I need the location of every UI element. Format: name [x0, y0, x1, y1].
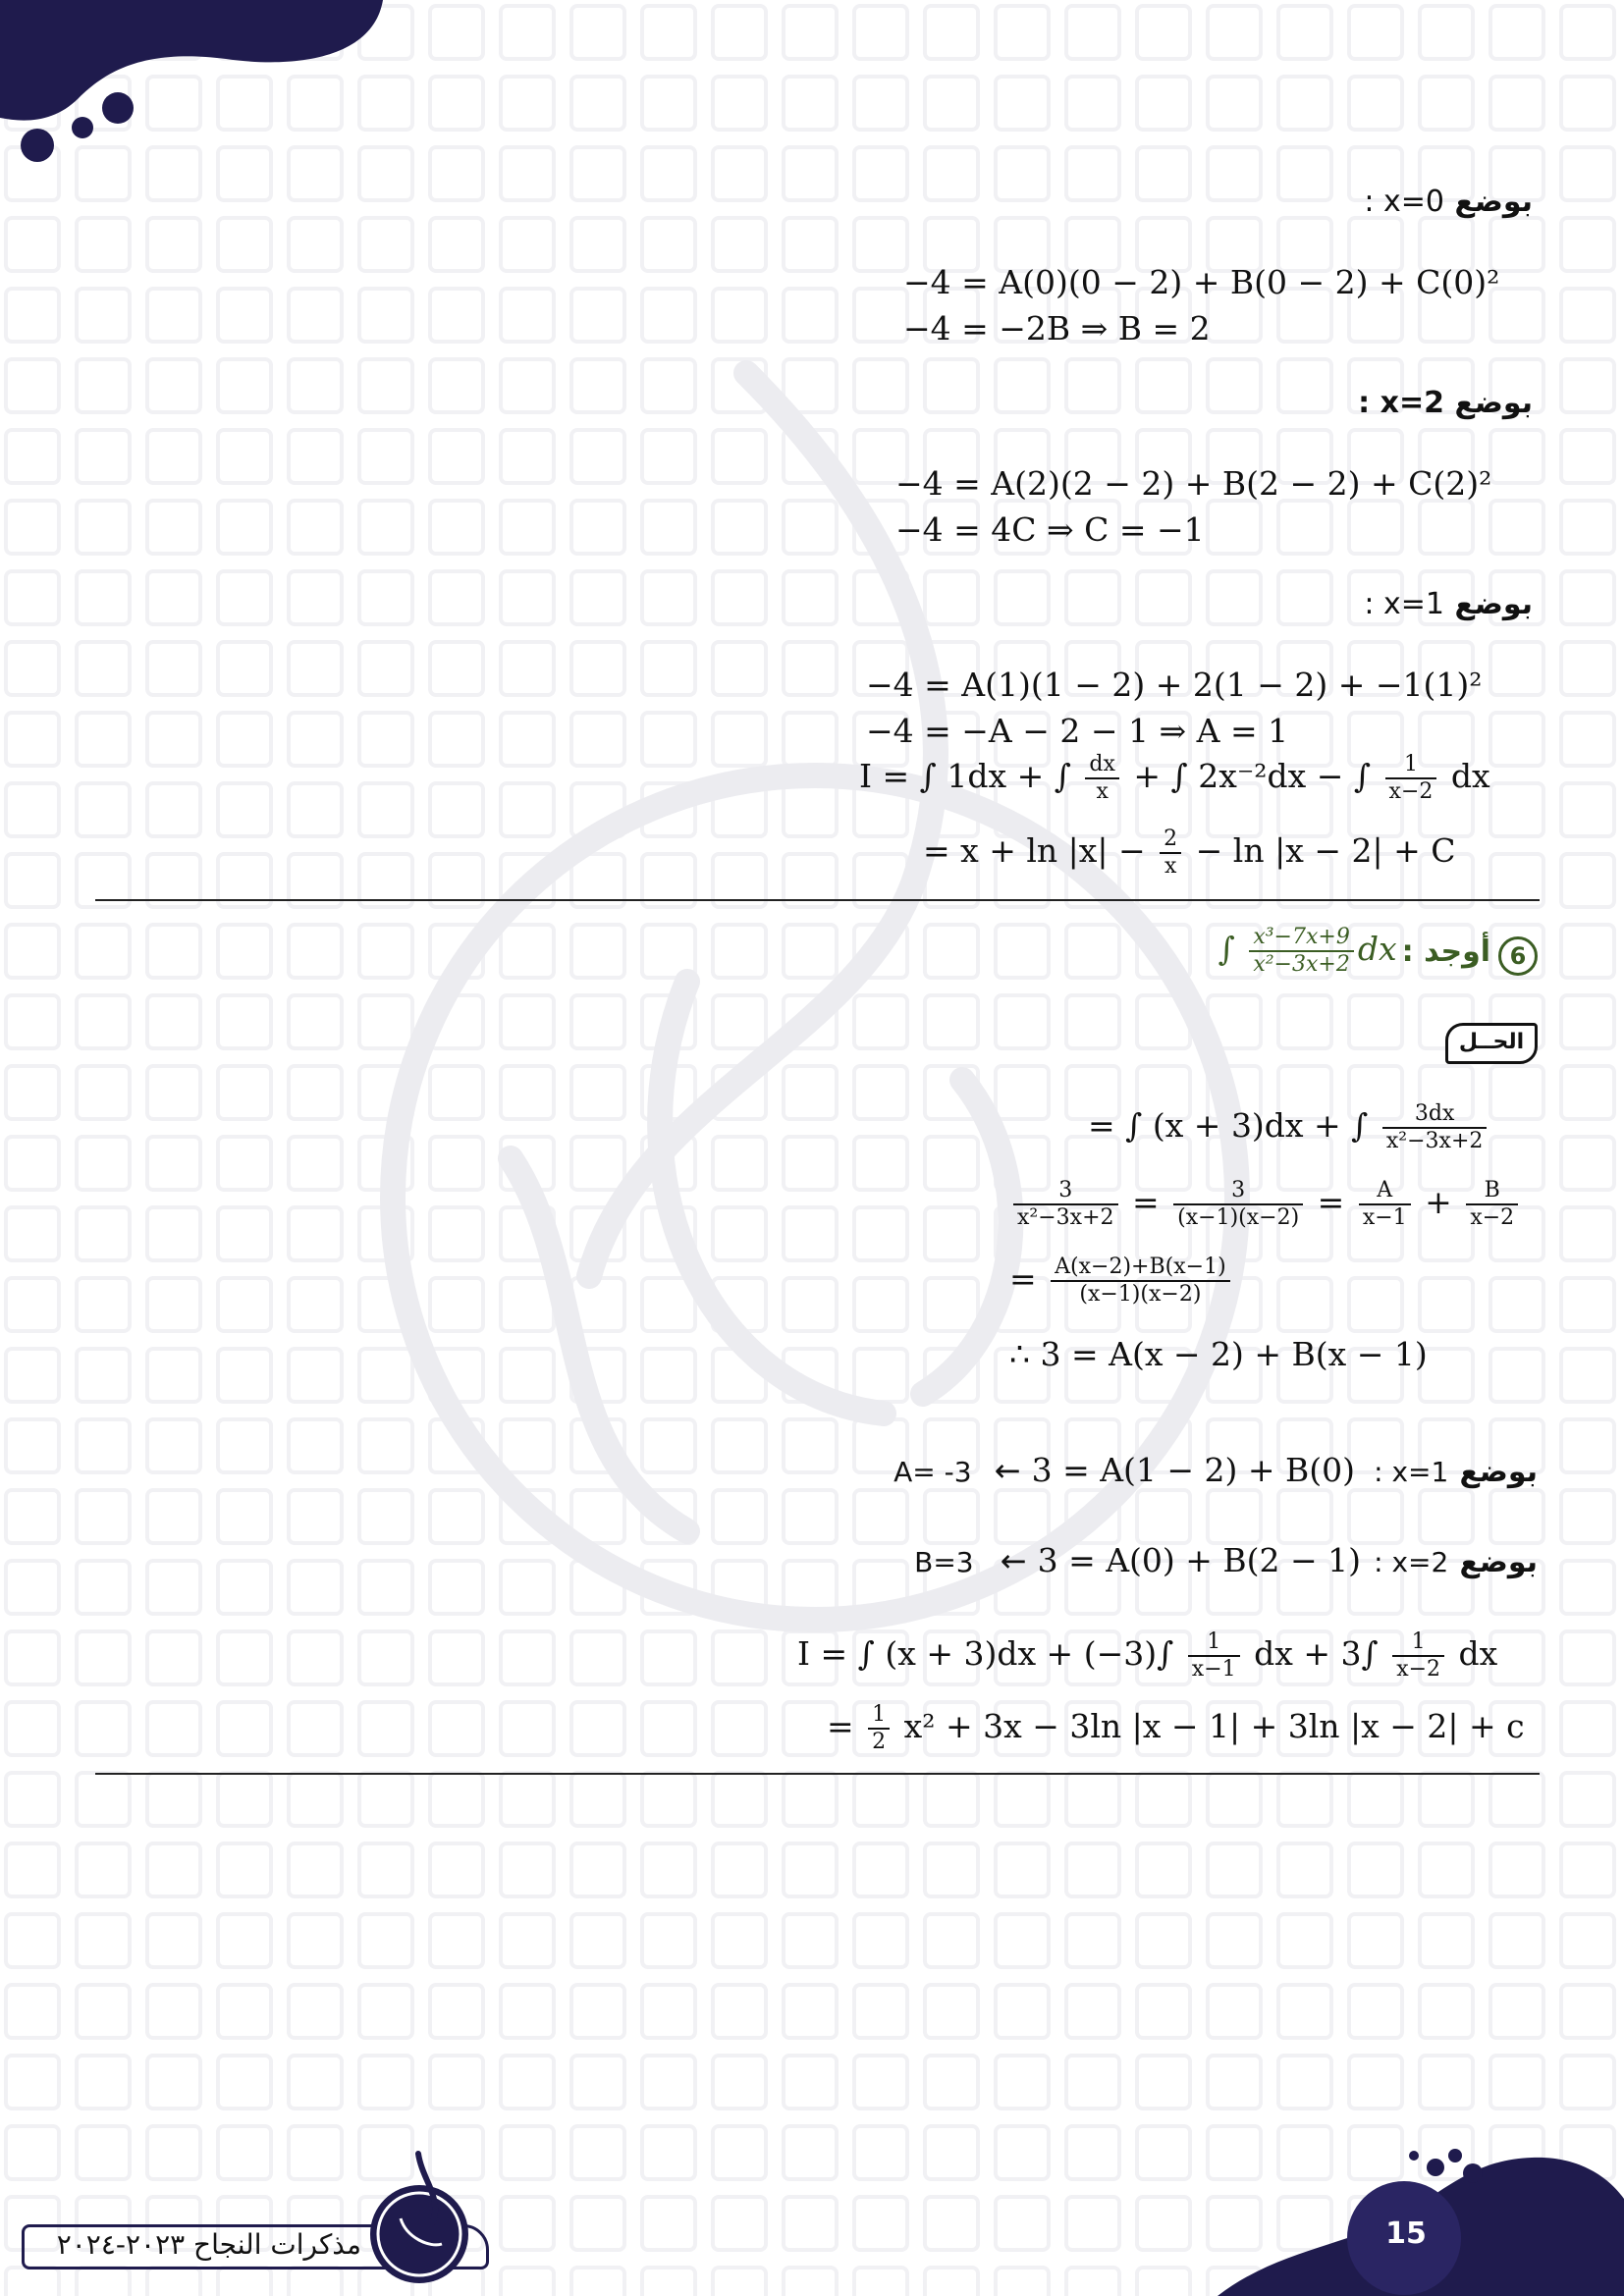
partial-fraction-decomposition	[1009, 1178, 1522, 1231]
fraction-denominator: x−2	[1396, 1657, 1441, 1682]
step1-equation-1: −4 = A(0)(0 − 2) + B(0 − 2) + C(0)²	[903, 263, 1500, 301]
substitution-label: بوضع	[1459, 1545, 1538, 1579]
section-divider	[95, 1773, 1540, 1775]
step1-label: بوضع	[1454, 185, 1533, 219]
step3-equation-2: −4 = −A − 2 − 1 ⇒ A = 1	[866, 712, 1289, 750]
combined-fraction-line	[1009, 1255, 1234, 1308]
fraction-dx-over-x	[1085, 752, 1119, 805]
footer-logo	[361, 2150, 477, 2287]
step2-equation-1: −4 = A(2)(2 − 2) + B(2 − 2) + C(2)²	[895, 464, 1492, 503]
substitution-result: B=3	[914, 1546, 974, 1578]
step1-equation-2: −4 = −2B ⇒ B = 2	[903, 309, 1211, 347]
step3-condition: x=1 :	[1364, 587, 1444, 621]
substitution-equation: 3 = A(1 − 2) + B(0)	[1031, 1451, 1356, 1489]
fraction-numerator: 3	[1173, 1178, 1303, 1205]
step1-condition: x=0 :	[1364, 185, 1444, 219]
step3-integral-part-c: dx	[1450, 757, 1490, 795]
step3-label: بوضع	[1454, 587, 1533, 621]
substitution-x1	[893, 1451, 1538, 1489]
page-number: 15	[1385, 2216, 1427, 2251]
footer-brand-text: مذكرات النجاح ٢٠٢٣-٢٠٢٤	[56, 2228, 361, 2261]
fraction-1-over-x-minus-1	[1188, 1629, 1240, 1682]
step3-integral-part-a: I = ∫ 1dx + ∫	[859, 757, 1071, 795]
fraction-1-over-x-minus-2	[1385, 752, 1437, 805]
plus-sign: +	[1425, 1183, 1452, 1221]
fraction-numerator: 3	[1013, 1178, 1118, 1205]
final-result-expression: x² + 3x − 3ln |x − 1| + 3ln |x − 2| + c	[903, 1707, 1525, 1745]
equals-sign: =	[827, 1707, 854, 1745]
step1-heading	[1364, 185, 1533, 219]
substitution-result: A= -3	[893, 1456, 972, 1488]
fraction-numerator: dx	[1085, 752, 1119, 779]
equals-sign: =	[1009, 1259, 1037, 1298]
fraction-denominator: x²−3x+2	[1253, 952, 1350, 977]
fraction-numerator: A	[1359, 1178, 1411, 1205]
combined-fraction	[1051, 1255, 1230, 1308]
fraction-numerator: 1	[1385, 752, 1437, 779]
therefore-equation: ∴ 3 = A(x − 2) + B(x − 1)	[1009, 1335, 1428, 1373]
pf-fraction-3	[1359, 1178, 1411, 1231]
problem-6-integral	[1218, 925, 1397, 978]
step3-integral	[859, 752, 1490, 805]
left-arrow-icon: ←	[1000, 1542, 1027, 1579]
problem-6-heading	[1218, 925, 1538, 978]
integral-sign: ∫	[1218, 930, 1235, 968]
fraction-denominator: 2	[872, 1730, 887, 1754]
fraction-numerator: 2	[1160, 827, 1181, 854]
fraction-denominator: x²−3x+2	[1385, 1129, 1484, 1153]
fraction-denominator: x−2	[1470, 1205, 1515, 1230]
fraction-numerator: B	[1466, 1178, 1518, 1205]
fraction-denominator: x²−3x+2	[1017, 1205, 1114, 1230]
final-integral-part-b: dx + 3∫	[1254, 1634, 1379, 1673]
problem-number-badge: 6	[1498, 936, 1538, 976]
step2-condition: x=2 :	[1358, 386, 1444, 420]
fraction-one-half	[868, 1702, 890, 1755]
fraction-2-over-x	[1160, 827, 1181, 880]
section-divider	[95, 899, 1540, 901]
corner-decoration-top	[0, 0, 393, 177]
step3-integral-part-b: + ∫ 2x⁻²dx − ∫	[1133, 757, 1372, 795]
step3-result-part-a: = x + ln |x| −	[923, 831, 1146, 870]
fraction-numerator: A(x−2)+B(x−1)	[1051, 1255, 1230, 1282]
pf-fraction-1	[1013, 1178, 1118, 1231]
fraction-denominator: x−1	[1191, 1657, 1236, 1682]
fraction-denominator: x−2	[1388, 779, 1434, 804]
solution-badge: الحــل	[1445, 1023, 1538, 1064]
substitution-condition: x=2 :	[1374, 1546, 1449, 1578]
substitution-x2	[914, 1541, 1538, 1579]
solution-line-1-part-a: = ∫ (x + 3)dx + ∫	[1088, 1106, 1369, 1145]
step3-result	[923, 827, 1455, 880]
step3-equation-1: −4 = A(1)(1 − 2) + 2(1 − 2) + −1(1)²	[866, 666, 1483, 704]
substitution-label: بوضع	[1459, 1455, 1538, 1489]
fraction-denominator: (x−1)(x−2)	[1079, 1282, 1202, 1307]
fraction-numerator: x³−7x+9	[1249, 925, 1354, 952]
equals-sign: =	[1317, 1183, 1345, 1221]
fraction-numerator: 3dx	[1382, 1101, 1488, 1129]
fraction-denominator: x	[1164, 854, 1177, 879]
final-result	[827, 1702, 1525, 1755]
step2-label: بوضع	[1454, 386, 1533, 420]
solution-line-1	[1088, 1101, 1490, 1154]
fraction-denominator: (x−1)(x−2)	[1177, 1205, 1300, 1230]
substitution-equation: 3 = A(0) + B(2 − 1)	[1037, 1541, 1362, 1579]
final-integral-part-a: I = ∫ (x + 3)dx + (−3)∫	[797, 1634, 1174, 1673]
pf-fraction-4	[1466, 1178, 1518, 1231]
problem-6-fraction	[1249, 925, 1354, 978]
problem-6-dx: dx	[1357, 930, 1397, 968]
step2-heading	[1358, 386, 1533, 420]
substitution-condition: x=1 :	[1374, 1456, 1449, 1488]
equals-sign: =	[1132, 1183, 1160, 1221]
step2-equation-2: −4 = 4C ⇒ C = −1	[895, 510, 1205, 549]
fraction-numerator: 1	[868, 1702, 890, 1730]
final-integral	[797, 1629, 1497, 1682]
pf-fraction-2	[1173, 1178, 1303, 1231]
problem-6-label: أوجد :	[1401, 934, 1490, 969]
fraction-numerator: 1	[1392, 1629, 1444, 1657]
fraction-1-over-x-minus-2	[1392, 1629, 1444, 1682]
fraction-3dx-over-quadratic	[1382, 1101, 1488, 1154]
fraction-denominator: x	[1096, 779, 1109, 804]
final-integral-part-c: dx	[1458, 1634, 1498, 1673]
fraction-denominator: x−1	[1362, 1205, 1407, 1230]
step3-result-part-b: − ln |x − 2| + C	[1195, 831, 1456, 870]
fraction-numerator: 1	[1188, 1629, 1240, 1657]
step3-heading	[1364, 587, 1533, 621]
left-arrow-icon: ←	[994, 1452, 1021, 1489]
